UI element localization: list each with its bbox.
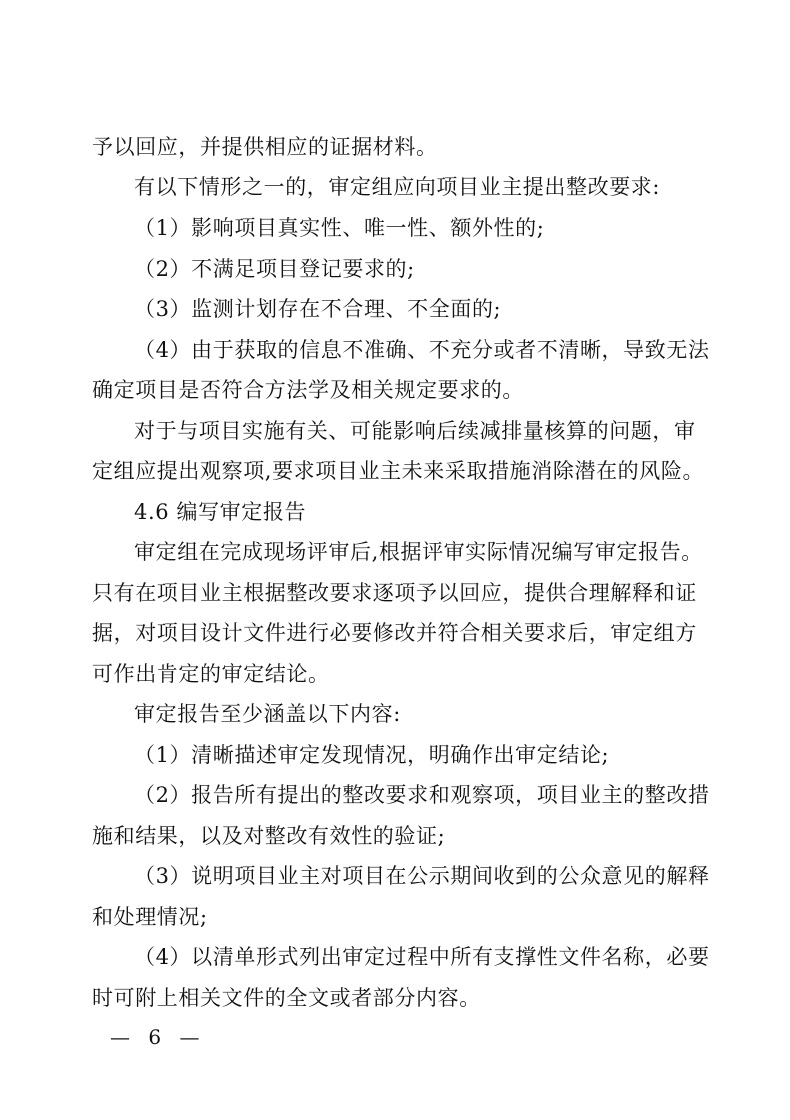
paragraph-line-observation: 对于与项目实施有关、可能影响后续减排量核算的问题，审 — [134, 419, 696, 443]
paragraph-line-report-1: 审定组在完成现场评审后,根据评审实际情况编写审定报告。 — [134, 540, 703, 564]
paragraph-line-rectification-intro: 有以下情形之一的，审定组应向项目业主提出整改要求: — [134, 175, 661, 199]
page-number: — 6 — — [110, 1025, 206, 1049]
paragraph-line-report-contents-intro: 审定报告至少涵盖以下内容: — [134, 702, 401, 726]
list-item-rectification-4-cont: 确定项目是否符合方法学及相关规定要求的。 — [92, 378, 524, 402]
list-item-report-3-cont: 和处理情况; — [92, 905, 208, 929]
list-item-report-2: （2）报告所有提出的整改要求和观察项，项目业主的整改措 — [134, 783, 710, 807]
list-item-rectification-2: （2）不满足项目登记要求的; — [134, 257, 415, 281]
paragraph-line-observation-cont: 定组应提出观察项,要求项目业主未来采取措施消除潜在的风险。 — [92, 459, 705, 483]
section-heading-4-6: 4.6 编写审定报告 — [134, 500, 307, 524]
paragraph-line-continuation: 予以回应，并提供相应的证据材料。 — [92, 135, 438, 159]
list-item-rectification-3: （3）监测计划存在不合理、不全面的; — [134, 297, 502, 321]
list-item-rectification-4: （4）由于获取的信息不准确、不充分或者不清晰，导致无法 — [134, 338, 710, 362]
list-item-report-4-cont: 时可附上相关文件的全文或者部分内容。 — [92, 986, 481, 1010]
list-item-rectification-1: （1）影响项目真实性、唯一性、额外性的; — [134, 216, 545, 240]
paragraph-line-report-2: 只有在项目业主根据整改要求逐项予以回应，提供合理解释和证 — [92, 581, 697, 605]
list-item-report-1: （1）清晰描述审定发现情况，明确作出审定结论; — [134, 743, 610, 767]
paragraph-line-report-4: 可作出肯定的审定结论。 — [92, 662, 330, 686]
list-item-report-3: （3）说明项目业主对项目在公示期间收到的公众意见的解释 — [134, 864, 710, 888]
paragraph-line-report-3: 据，对项目设计文件进行必要修改并符合相关要求后，审定组方 — [92, 621, 697, 645]
list-item-report-2-cont: 施和结果，以及对整改有效性的验证; — [92, 824, 446, 848]
list-item-report-4: （4）以清单形式列出审定过程中所有支撑性文件名称，必要 — [134, 945, 710, 969]
